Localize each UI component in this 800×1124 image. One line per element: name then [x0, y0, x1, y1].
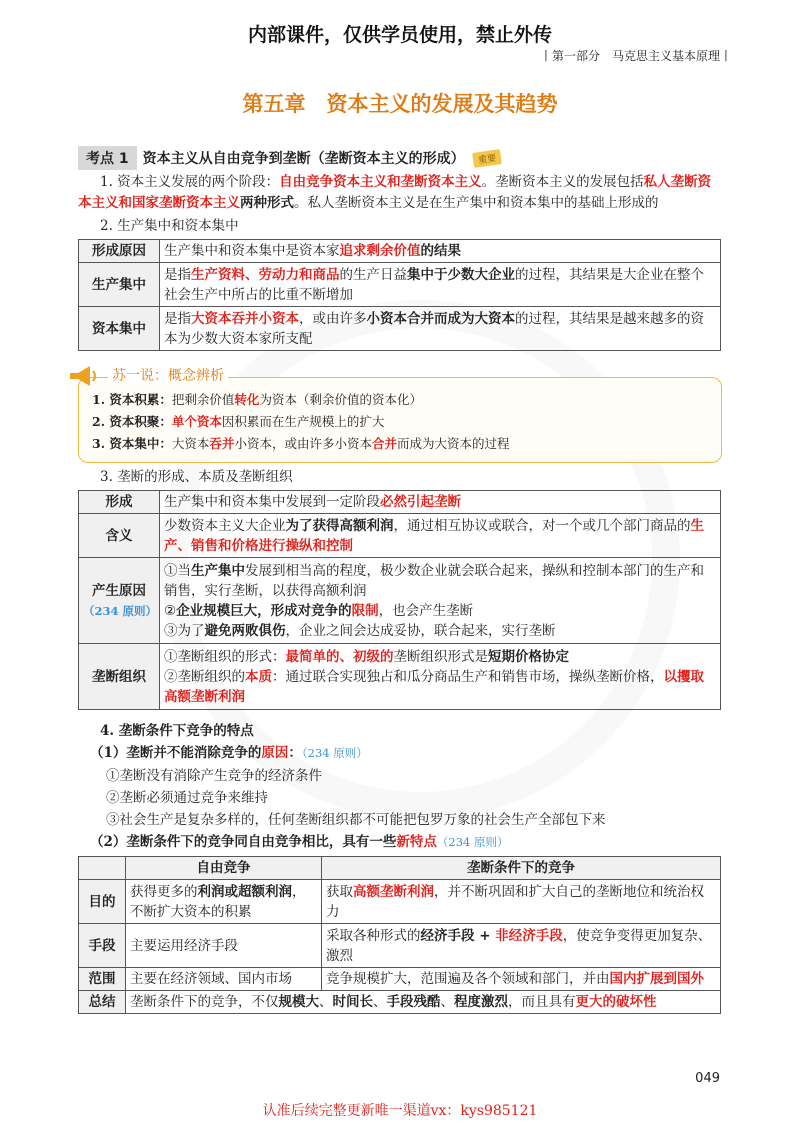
cell	[126, 880, 322, 924]
text: 竞争规模扩大，范围遍及各个领域和部门，并由	[326, 971, 610, 987]
concept-title: 苏一说：概念辨析	[108, 365, 228, 385]
highlight: 合并	[371, 436, 397, 451]
text: ，并不断巩固和扩大自己的垄断地位和统治权力	[326, 883, 704, 920]
emphasis: 为了获得高额利润	[285, 517, 394, 534]
highlight: 生产资料、劳动力和商品	[191, 266, 340, 283]
emphasis: 程度激烈	[454, 994, 508, 1010]
text: 而成为大资本的过程	[396, 436, 510, 451]
text: （1）垄断并不能消除竞争的	[90, 745, 262, 761]
row-head: 含义	[79, 514, 160, 558]
section1-paragraph	[78, 172, 720, 214]
list-item	[164, 621, 716, 641]
question-2	[90, 832, 509, 852]
highlight: 更大的破坏性	[575, 994, 657, 1010]
highlight: 高额垄断利润	[353, 883, 434, 900]
point-tag: 考点 1	[78, 146, 137, 170]
principle-note: （234 原则）	[301, 746, 368, 760]
text: 大资本	[171, 436, 210, 451]
highlight: 原因	[261, 745, 289, 761]
emphasis: 生产集中	[191, 562, 245, 579]
emphasis: 小资本合并而成为大资本	[366, 310, 515, 327]
row-content	[160, 307, 721, 351]
monopoly-table	[78, 490, 721, 710]
text: ，企业之间会达成妥协，联合起来，实行垄断	[285, 622, 556, 639]
text: 的结果	[420, 243, 461, 259]
column-header: 垄断条件下的竞争	[322, 857, 721, 880]
cell	[322, 924, 721, 968]
table-header-row	[79, 857, 721, 880]
highlight: 最简单的、初级的	[285, 648, 394, 665]
highlight: 追求剩余价值	[339, 243, 421, 259]
text: 的过程，其结果是越来越多的资本为少数大资本家所支配	[164, 310, 704, 347]
highlight: 生产、销售和价格进行操纵和控制	[164, 517, 704, 554]
text: ，不断扩大资本的积累	[130, 883, 306, 920]
section4-heading: 4. 垄断条件下竞争的特点	[100, 723, 254, 739]
text: ②	[164, 602, 177, 619]
row-head: 形成原因	[79, 240, 160, 263]
text: 垄断条件下的竞争，不仅	[130, 994, 279, 1010]
chapter-title: 第五章 资本主义的发展及其趋势	[242, 91, 558, 116]
text: ，也会产生垄断	[378, 602, 474, 619]
table-row	[79, 263, 721, 307]
highlight: 新特点	[396, 834, 437, 850]
row-content	[160, 240, 721, 263]
emphasis: 利润或超额利润	[197, 883, 292, 900]
text: ，而且具有	[508, 994, 576, 1010]
row-head: 形成	[79, 491, 160, 514]
point-title: 资本主义从自由竞争到垄断（垄断资本主义的形成）	[142, 151, 465, 167]
highlight: 转化	[234, 392, 260, 407]
text: ③为了	[164, 622, 205, 639]
table-row	[79, 968, 721, 991]
row-head: 垄断组织	[79, 644, 160, 710]
emphasis: 手段残酷	[386, 994, 441, 1010]
text: ①垄断组织的形式：	[164, 648, 286, 665]
principle-note: （234 原则）	[83, 603, 158, 618]
header-title: 内部课件，仅供学员使用，禁止外传	[247, 24, 552, 46]
row-head	[79, 558, 160, 644]
emphasis: 短期价格协定	[488, 648, 569, 665]
text: 是指	[164, 266, 191, 283]
row-content	[160, 558, 721, 644]
list-item: ②垄断必须通过竞争来维持	[106, 790, 268, 806]
cell: 主要运用经济手段	[126, 924, 322, 968]
row-content	[160, 644, 721, 710]
emphasis: 规模大	[278, 994, 319, 1010]
highlight: 非经济手段	[495, 927, 563, 944]
footer-note: 认准后续完整更新唯一渠道vx：kys985121	[262, 1103, 538, 1119]
row-content	[160, 263, 721, 307]
megaphone-icon	[66, 362, 100, 392]
label: 3. 资本集中：	[92, 436, 172, 451]
table-row	[79, 880, 721, 924]
table-row	[79, 491, 721, 514]
emphasis: 避免两败俱伤	[204, 622, 286, 639]
row-head: 总结	[79, 991, 126, 1014]
cell	[126, 991, 721, 1014]
highlight: 必然引起垄断	[380, 494, 461, 510]
text: 采取各种形式的	[326, 927, 421, 944]
text: 获得更多的	[130, 883, 198, 900]
list-item	[164, 647, 716, 667]
cell	[322, 880, 721, 924]
table-row	[79, 514, 721, 558]
column-header: 自由竞争	[126, 857, 322, 880]
text: 把剩余价值	[171, 392, 235, 407]
highlight: 限制	[351, 602, 379, 619]
text: +	[474, 927, 496, 944]
highlight: 单个资本	[171, 414, 222, 429]
text: 因积累而在生产规模上的扩大	[221, 414, 385, 429]
cell: 主要在经济领域、国内市场	[126, 968, 322, 991]
text: 、	[319, 994, 333, 1010]
text: 获取	[326, 883, 353, 900]
highlight: 私人垄断资本主义和国家垄断资本主义	[78, 174, 712, 211]
emphasis: 企业规模巨大，形成对竞争的	[176, 602, 352, 619]
highlight: 大资本吞并小资本	[191, 310, 299, 327]
principle-note: （234 原则）	[436, 835, 509, 849]
list-item	[164, 561, 716, 601]
highlight: 吞并	[209, 436, 235, 451]
row-head: 资本集中	[79, 307, 160, 351]
text: 小资本，或由许多小资本	[234, 436, 372, 451]
text: 生产集中和资本集中发展到一定阶段	[164, 494, 380, 510]
list-item: ③社会生产是复杂多样的，任何垄断组织都不可能把包罗万象的社会生产全部包下来	[106, 812, 606, 828]
text: 为资本（剩余价值的资本化）	[259, 392, 422, 407]
emphasis: 集中于少数大企业	[407, 266, 515, 283]
text: 的生产日益	[339, 266, 407, 283]
emphasis: 时间长	[332, 994, 373, 1010]
header-section: 丨第一部分 马克思主义基本原理丨	[539, 49, 732, 63]
table-row	[79, 240, 721, 263]
text: 发展到相当高的程度，极少数企业就会联合起来，操纵和控制本部门的生产和销售，实行垄断，以获得高额利润	[164, 562, 704, 599]
emphasis: 两种形式	[240, 195, 294, 211]
text: ②垄断组织的	[164, 668, 245, 685]
text: ：	[288, 745, 302, 761]
table-row	[79, 991, 721, 1014]
row-head: 手段	[79, 924, 126, 968]
text: 是指	[164, 310, 191, 327]
text: 垄断组织形式是	[393, 648, 488, 665]
concentration-table	[78, 239, 721, 351]
text: 、	[440, 994, 454, 1010]
table-row	[79, 558, 721, 644]
page-number: 049	[695, 1071, 720, 1086]
cell	[322, 968, 721, 991]
section2-heading: 2. 生产集中和资本集中	[100, 218, 239, 234]
list-item	[164, 601, 716, 621]
highlight: 自由竞争资本主义和垄断资本主义	[279, 174, 482, 190]
concept-item	[92, 390, 422, 410]
row-head: 范围	[79, 968, 126, 991]
text: （2）垄断条件下的竞争同自由竞争相比，具有一些	[90, 834, 397, 850]
concept-item	[92, 434, 509, 454]
row-head: 目的	[79, 880, 126, 924]
text: 1. 资本主义发展的两个阶段：	[100, 174, 280, 190]
label: 1. 资本积累：	[92, 392, 172, 407]
text: ，通过相互协议或联合，对一个或几个部门商品的	[393, 517, 691, 534]
row-head: 生产集中	[79, 263, 160, 307]
section3-heading: 3. 垄断的形成、本质及垄断组织	[100, 469, 293, 485]
text: ，或由许多	[299, 310, 367, 327]
concept-item	[92, 412, 384, 432]
exam-point	[78, 146, 501, 170]
text: ：通过联合实现独占和瓜分商品生产和销售市场，操纵垄断价格，	[272, 668, 664, 685]
important-badge: 重要	[472, 149, 502, 168]
table-row	[79, 307, 721, 351]
text: 。垄断资本主义的发展包括	[481, 174, 644, 190]
table-row	[79, 924, 721, 968]
row-content	[160, 514, 721, 558]
highlight: 国内扩展到国外	[609, 971, 704, 987]
text: 、	[373, 994, 387, 1010]
text: 。私人垄断资本主义是在生产集中和资本集中的基础上形成的	[294, 195, 659, 211]
highlight: 本质	[245, 668, 272, 685]
emphasis: 经济手段	[420, 927, 475, 944]
text: 生产集中和资本集中是资本家	[164, 243, 340, 259]
text: 的过程，其结果是大企业在整个社会生产中所占的比重不断增加	[164, 266, 704, 303]
text: 少数资本主义大企业	[164, 517, 286, 534]
highlight: 以攫取高额垄断利润	[164, 668, 704, 705]
row-content	[160, 491, 721, 514]
label: 2. 资本积聚：	[92, 414, 172, 429]
list-item: ①垄断没有消除产生竞争的经济条件	[106, 768, 322, 784]
question-1	[90, 743, 368, 763]
competition-comparison-table	[78, 856, 721, 1014]
text: ①当	[164, 562, 191, 579]
table-row	[79, 644, 721, 710]
list-item	[164, 667, 716, 707]
text: ，使竞争变得更加复杂、激烈	[326, 927, 712, 964]
row-head-label: 产生原因	[92, 582, 146, 599]
empty-header	[79, 857, 126, 880]
